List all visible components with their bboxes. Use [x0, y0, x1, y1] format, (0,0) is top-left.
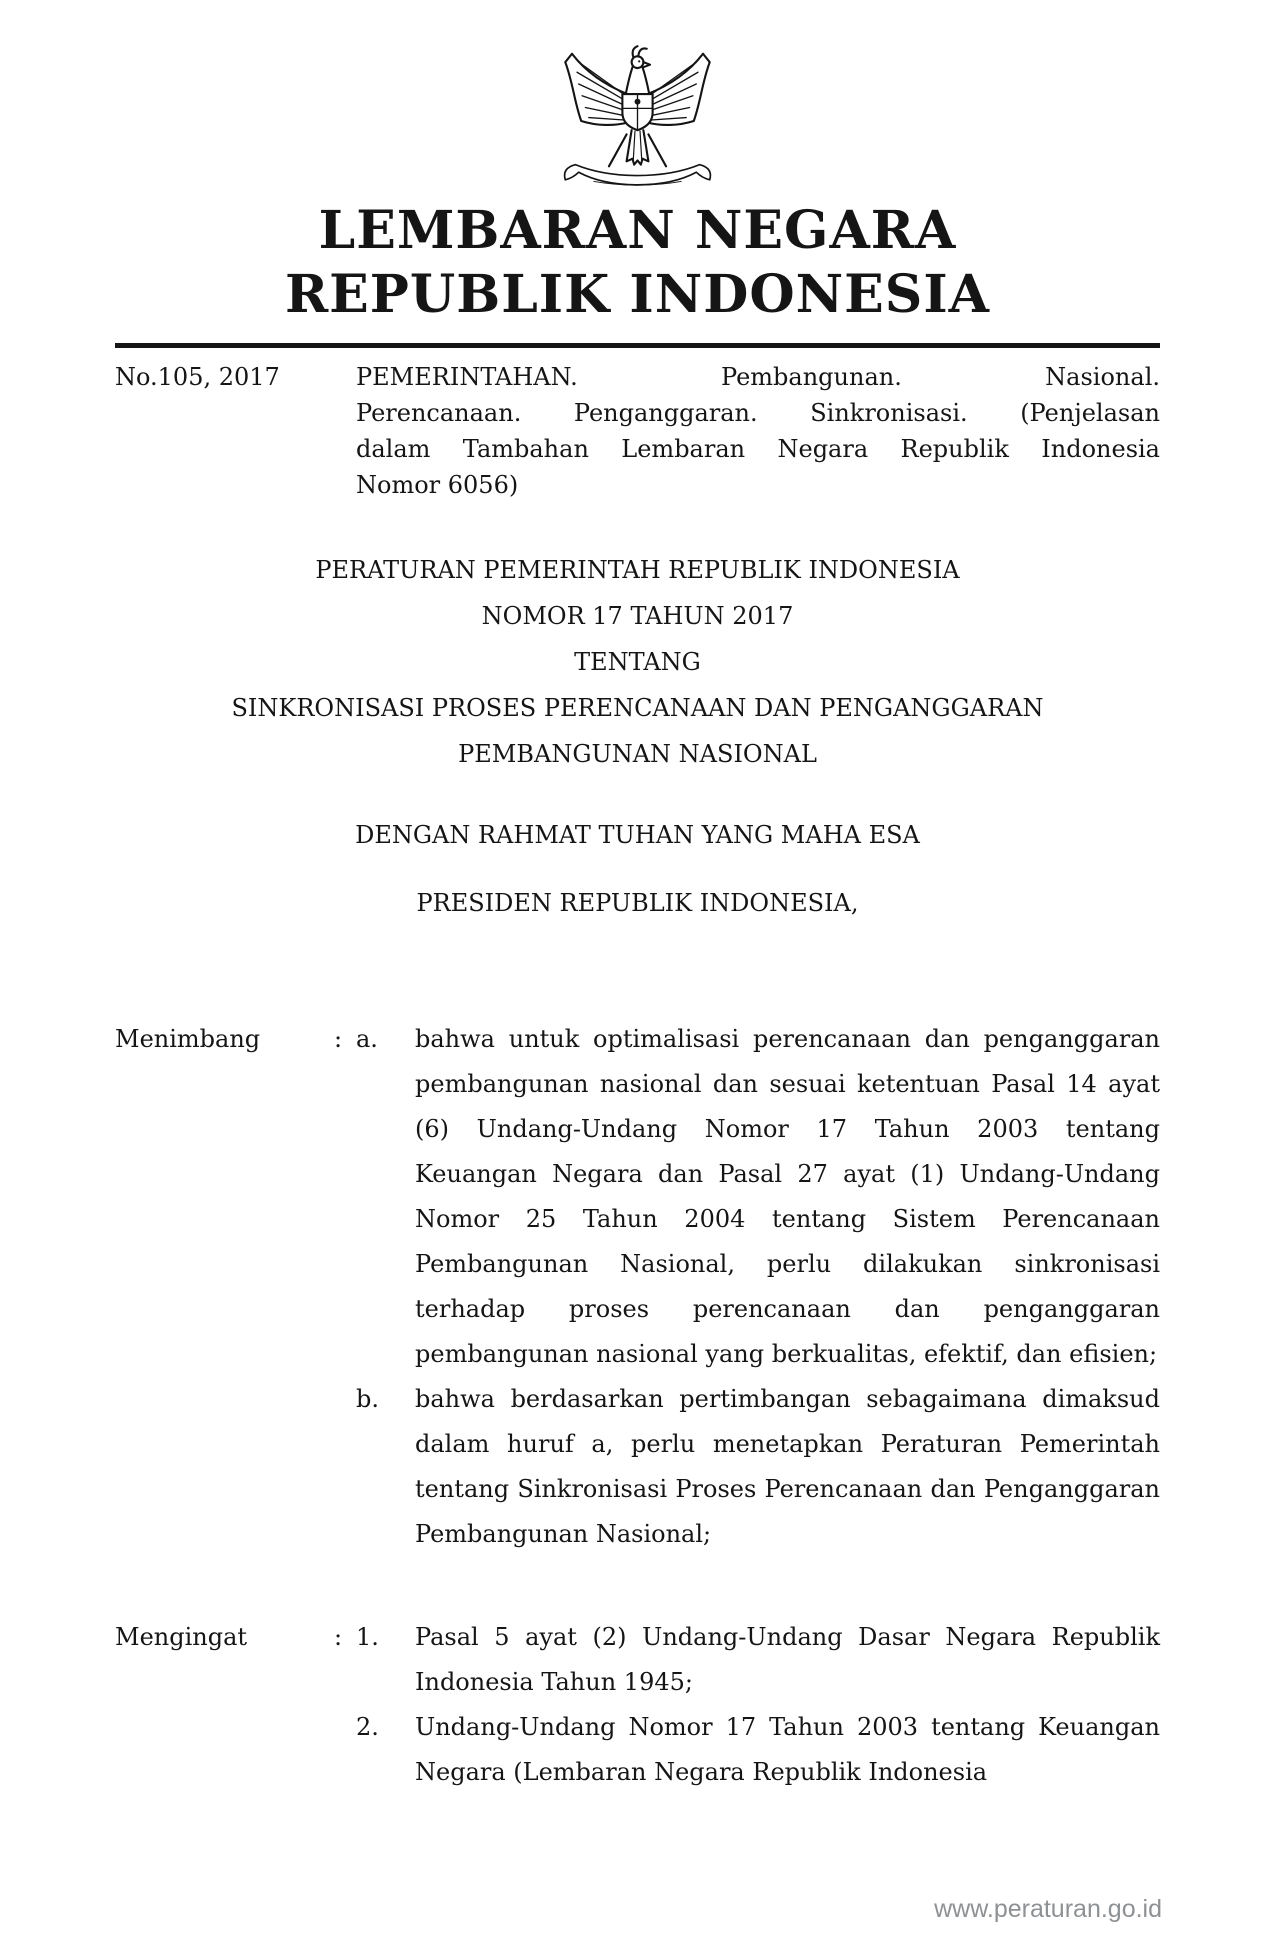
regulation-title-line-4: SINKRONISASI PROSES PERENCANAAN DAN PENGANGGARAN [231, 694, 1044, 722]
consideration-item-a [356, 1017, 1160, 1377]
subject-line-3: dalam Tambahan Lembaran Negara Republik Indonesia [356, 435, 1160, 463]
legal-basis-item-2 [356, 1705, 1160, 1795]
legal-basis-item-1 [356, 1615, 1160, 1705]
legal-basis-marker-1: 1. [356, 1623, 379, 1651]
subject-line-2: Perencanaan. Penganggaran. Sinkronisasi. (Penjelasan [356, 399, 1160, 427]
legal-basis-text-1: Pasal 5 ayat (2) Undang-Undang Dasar Negara Republik Indonesia Tahun 1945; [415, 1623, 1160, 1696]
regulation-title-block [115, 547, 1160, 777]
regulation-title-line-3: TENTANG [574, 648, 701, 676]
subject-line-1: PEMERINTAHAN. Pembangunan. Nasional. [356, 363, 1160, 391]
legal-basis-text-2: Undang-Undang Nomor 17 Tahun 2003 tentang Keuangan Negara (Lembaran Negara Republik Indonesia [415, 1713, 1160, 1786]
consideration-item-b [356, 1377, 1160, 1557]
consideration-marker-b: b. [356, 1385, 379, 1413]
regulation-title-line-2: NOMOR 17 TAHUN 2017 [481, 602, 794, 630]
garuda-emblem [115, 42, 1160, 189]
gazette-head [115, 359, 1160, 503]
legal-basis-marker-2: 2. [356, 1713, 379, 1741]
consideration-marker-a: a. [356, 1025, 378, 1053]
masthead [115, 199, 1160, 327]
watermark-url: www.peraturan.go.id [934, 1895, 1162, 1923]
gazette-number: No.105, 2017 [115, 363, 280, 391]
authority-line: PRESIDEN REPUBLIK INDONESIA, [416, 889, 859, 917]
legal-basis-section [115, 1615, 1160, 1795]
masthead-divider [115, 343, 1160, 348]
masthead-line2: REPUBLIK INDONESIA [284, 264, 991, 325]
invocation-line: DENGAN RAHMAT TUHAN YANG MAHA ESA [355, 821, 920, 849]
garuda-emblem-drawing [545, 42, 730, 189]
considerations-colon: : [334, 1025, 343, 1053]
considerations-items [356, 1017, 1160, 1557]
regulation-title-line-1: PERATURAN PEMERINTAH REPUBLIK INDONESIA [315, 556, 960, 584]
legal-basis-items [356, 1615, 1160, 1795]
considerations-section [115, 1017, 1160, 1557]
consideration-text-b: bahwa berdasarkan pertimbangan sebagaimana dimaksud dalam huruf a, perlu menetapkan Peraturan Pemerintah tentang Sinkronisasi Proses Perencanaan dan Penganggaran Pembangunan Nasional; [415, 1385, 1160, 1548]
legal-basis-label: Mengingat [115, 1623, 248, 1651]
gazette-subject [356, 359, 1160, 503]
consideration-text-a: bahwa untuk optimalisasi perencanaan dan penganggaran pembangunan nasional dan sesuai ketentuan Pasal 14 ayat (6) Undang-Undang Nomor 17 Tahun 2003 tentang Keuangan Negara dan Pasal 27 ayat (1) Undang-Undang Nomor 25 Tahun 2004 tentang Sistem Perencanaan Pembangunan Nasional, perlu dilakukan sinkronisasi terhadap proses perencanaan dan penganggaran pembangunan nasional yang berkualitas, efektif, dan efisien; [415, 1025, 1160, 1368]
preamble-clauses [115, 1017, 1160, 1795]
masthead-line1: LEMBARAN NEGARA [318, 200, 957, 261]
regulation-title-line-5: PEMBANGUNAN NASIONAL [458, 740, 817, 768]
legal-basis-colon: : [334, 1623, 343, 1651]
subject-line-4: Nomor 6056) [356, 471, 519, 499]
considerations-label: Menimbang [115, 1025, 261, 1053]
